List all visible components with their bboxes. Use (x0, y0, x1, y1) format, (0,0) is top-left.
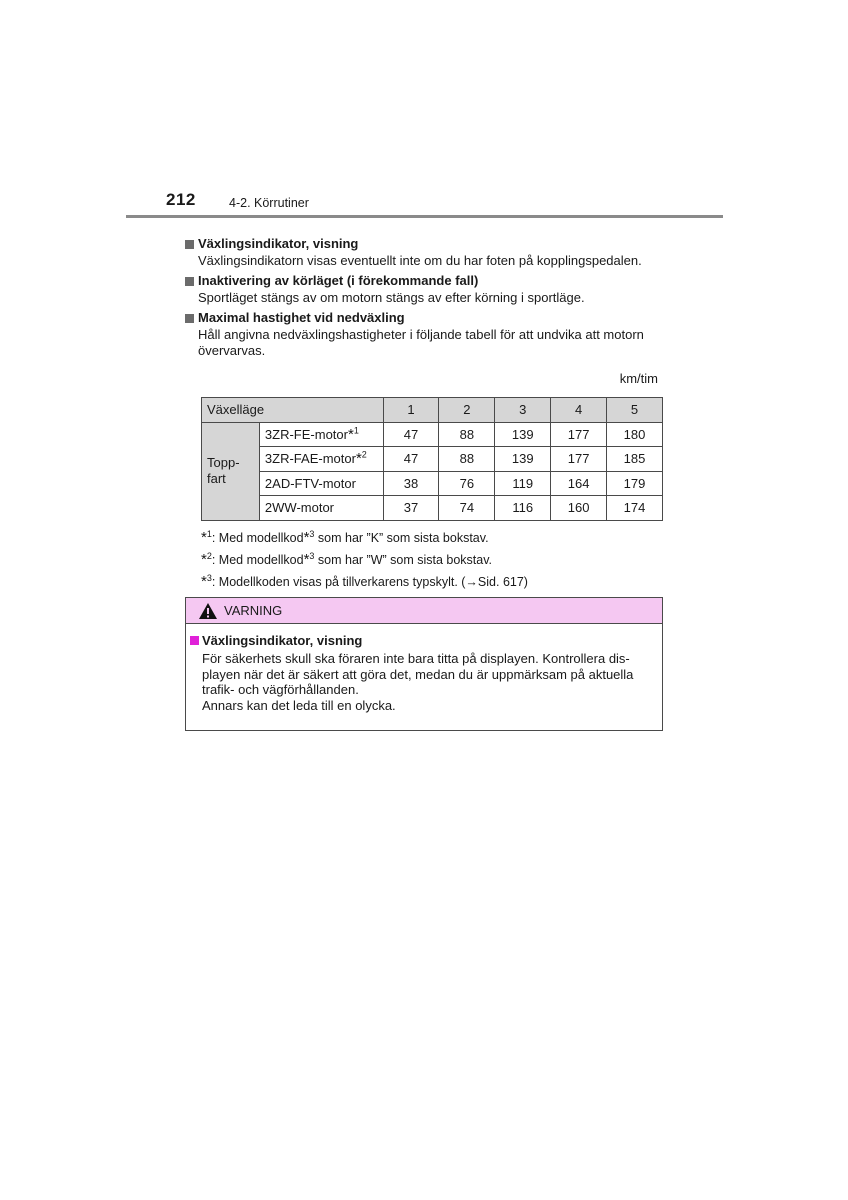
warning-box (185, 597, 663, 731)
table-cell: 38 (383, 471, 439, 496)
section-body-drive-mode: Sportläget stängs av om motorn stängs av efter körning i sportläge. (198, 290, 585, 305)
warning-label: VARNING (224, 603, 283, 618)
warning-bullet-icon (190, 636, 199, 645)
table-cell: 76 (439, 471, 495, 496)
main-content (185, 234, 663, 593)
table-cell: 139 (495, 422, 551, 447)
speed-unit: km/tim (619, 371, 658, 386)
section-bullet-icon (185, 240, 194, 249)
table-cell: 37 (383, 496, 439, 521)
warning-body (186, 624, 662, 713)
footnotes (201, 527, 663, 593)
table-cell: 177 (551, 447, 607, 472)
table-cell: 185 (607, 447, 663, 472)
downshift-speed-table (201, 397, 663, 521)
table-cell: 180 (607, 422, 663, 447)
section-title-max-speed: Maximal hastighet vid nedväxling (185, 309, 663, 327)
table-cell: 179 (607, 471, 663, 496)
warning-title: Växlingsindikator, visning (190, 632, 662, 649)
table-cell: 47 (383, 447, 439, 472)
table-row (202, 422, 663, 447)
footnote: *$^3$: Modellkoden visas på tillverkarens typskylt. (→Sid. 617) (201, 572, 528, 590)
table-cell: 177 (551, 422, 607, 447)
page-number: 212 (166, 190, 196, 209)
table-header-cell: 3 (495, 398, 551, 423)
table-header-cell: 2 (439, 398, 495, 423)
section-bullet-icon (185, 314, 194, 323)
table-cell: 139 (495, 447, 551, 472)
table-cell: 164 (551, 471, 607, 496)
table-cell: 88 (439, 422, 495, 447)
engine-cell: 2AD-FTV-motor (259, 471, 383, 496)
table-cell: 116 (495, 496, 551, 521)
table-header-cell: Växelläge (202, 398, 384, 423)
table-header-cell: 5 (607, 398, 663, 423)
warning-triangle-icon (198, 602, 218, 620)
table-header-cell: 1 (383, 398, 439, 423)
warning-text: För säkerhets skull ska föraren inte bara titta på displayen. Kontrollera dis- playen när det är säkert att göra det, medan du är uppmärksam på aktuella trafik- och vägförhållanden. Annars kan det leda till en olycka. (202, 651, 634, 713)
table-header-row (202, 398, 663, 423)
table-cell: 119 (495, 471, 551, 496)
footnote: *$^1$: Med modellkod*$^3$ som har ”K” som sista bokstav. (201, 528, 489, 546)
table-group-label: Topp- fart (202, 422, 260, 520)
section-bullet-icon (185, 277, 194, 286)
engine-cell: 2WW-motor (259, 496, 383, 521)
section-title-drive-mode: Inaktivering av körläget (i förekommande fall) (185, 272, 663, 290)
table-row (202, 471, 663, 496)
table-cell: 74 (439, 496, 495, 521)
section-title-shift-indicator: Växlingsindikator, visning (185, 235, 663, 253)
table-cell: 174 (607, 496, 663, 521)
warning-header (186, 598, 662, 624)
section-body-max-speed: Håll angivna nedväxlingshastigheter i följande tabell för att undvika att motorn övervarvas. (198, 327, 644, 358)
engine-cell: 3ZR-FAE-motor*$^2$ (259, 447, 383, 472)
engine-cell: 3ZR-FE-motor*$^1$ (259, 422, 383, 447)
table-row (202, 447, 663, 472)
table-cell: 160 (551, 496, 607, 521)
table-row (202, 496, 663, 521)
table-cell: 47 (383, 422, 439, 447)
chapter-title: 4-2. Körrutiner (229, 196, 309, 210)
table-header-cell: 4 (551, 398, 607, 423)
header-divider (126, 215, 723, 218)
table-cell: 88 (439, 447, 495, 472)
section-body-shift-indicator: Växlingsindikatorn visas eventuellt inte om du har foten på kopplingspedalen. (198, 253, 642, 268)
footnote: *$^2$: Med modellkod*$^3$ som har ”W” som sista bokstav. (201, 550, 493, 568)
